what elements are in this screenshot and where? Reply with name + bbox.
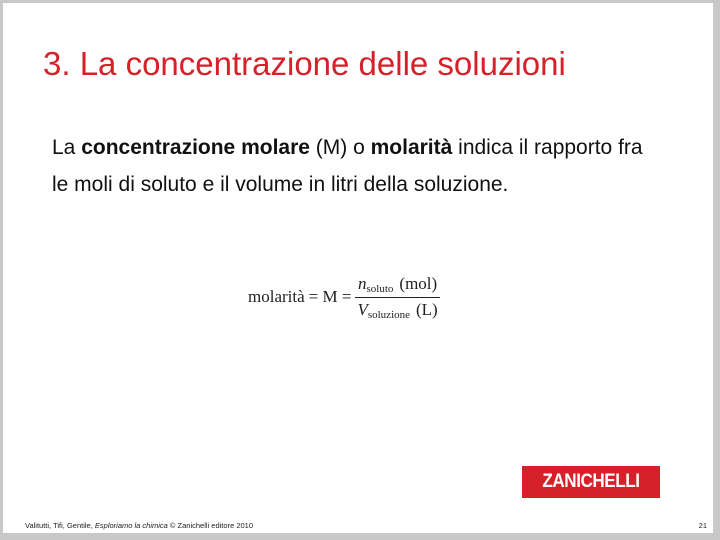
numerator-subscript: soluto (366, 282, 394, 295)
body-text-part2: (M) o (309, 136, 371, 159)
body-bold-term-molarity: molarità (370, 136, 453, 159)
denominator-unit: (L) (416, 299, 438, 319)
body-text-part3: indica il rapporto fra le moli di soluto e il volume in litri della soluzione. (52, 136, 643, 196)
slide-title: 3. La concentrazione delle soluzioni (43, 45, 566, 82)
zanichelli-logo (522, 466, 660, 498)
denominator-symbol: V (357, 299, 368, 319)
fraction-bar (355, 297, 439, 298)
slide-body-text (52, 129, 652, 203)
formula-denominator (355, 300, 439, 321)
footer-book-title: Esploriamo la chimica (94, 521, 168, 530)
denominator-subscript: soluzione (367, 308, 411, 321)
logo-text: ZANICHELLI (542, 471, 640, 492)
body-text-part1: La (52, 136, 82, 159)
slide (3, 3, 713, 533)
formula-equals: = M = (308, 287, 352, 306)
formula-numerator (356, 274, 439, 295)
numerator-symbol: n (358, 273, 367, 293)
footer-authors: Valitutti, Tifi, Gentile, (25, 521, 95, 530)
formula-fraction (355, 274, 439, 321)
molarity-formula (248, 273, 440, 321)
numerator-unit: (mol) (399, 273, 438, 293)
footer-publisher: © Zanichelli editore 2010 (167, 521, 254, 530)
formula-lhs: molarità (248, 287, 305, 306)
page-number: 21 (698, 521, 707, 530)
footer-credit (25, 521, 253, 530)
body-bold-term-molar: concentrazione molare (81, 136, 310, 159)
